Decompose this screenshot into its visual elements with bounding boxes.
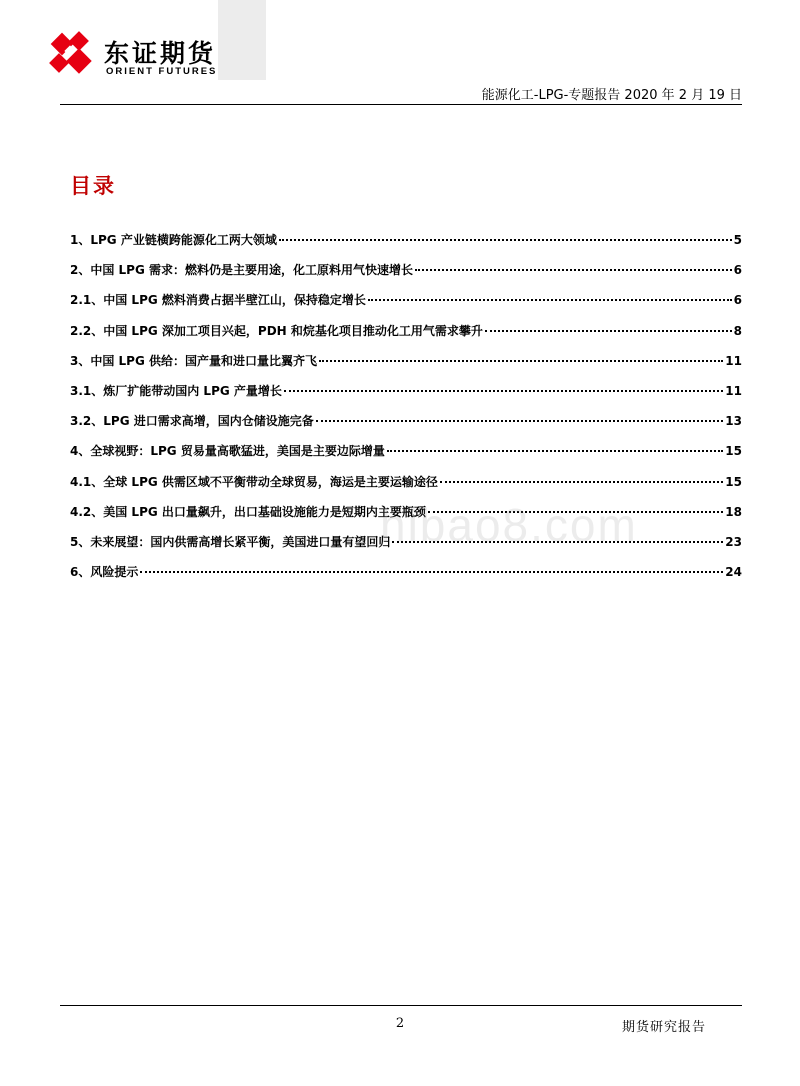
toc-entry[interactable] <box>70 442 742 472</box>
toc-title: 目录 <box>70 174 116 198</box>
footer-divider <box>60 1005 742 1006</box>
toc-leader-dots <box>279 238 732 241</box>
toc-leader-dots <box>316 419 724 422</box>
toc-leader-dots <box>387 449 723 452</box>
toc-leader-dots <box>485 329 732 332</box>
brand-name-en: ORIENT FUTURES <box>106 66 218 77</box>
watermark: hibao8.com <box>380 499 638 551</box>
toc-leader-dots <box>368 298 732 301</box>
toc-entry-text: 2.1、中国 LPG 燃料消费占据半壁江山，保持稳定增长 <box>70 293 366 308</box>
toc-entry-text: 5、未来展望：国内供需高增长紧平衡，美国进口量有望回归 <box>70 534 391 549</box>
toc-entry[interactable] <box>70 412 742 442</box>
brand-name-cn: 东证期货 <box>104 39 217 68</box>
page-number: 2 <box>395 1016 405 1031</box>
toc-entry-text: 3.1、炼厂扩能带动国内 LPG 产量增长 <box>70 383 282 398</box>
toc-entry[interactable] <box>70 291 742 321</box>
toc-entry[interactable] <box>70 322 742 352</box>
toc-entry-page: 6 <box>733 263 742 278</box>
toc-entry[interactable] <box>70 382 742 412</box>
toc-entry-text: 4.2、美国 LPG 出口量飙升，出口基础设施能力是短期内主要瓶颈 <box>70 504 426 519</box>
toc-entry-page: 11 <box>725 383 742 398</box>
toc-entry-page: 11 <box>725 353 742 368</box>
toc-entry-page: 24 <box>725 565 742 580</box>
toc-entry-text: 3、中国 LPG 供给：国产量和进口量比翼齐飞 <box>70 353 317 368</box>
toc-entry-text: 3.2、LPG 进口需求高增，国内仓储设施完备 <box>70 414 314 429</box>
toc-leader-dots <box>284 389 723 392</box>
toc-entry[interactable] <box>70 563 742 593</box>
toc-entry[interactable] <box>70 261 742 291</box>
header-divider <box>60 104 742 105</box>
toc-entry-text: 1、LPG 产业链横跨能源化工两大领域 <box>70 233 277 247</box>
toc-entry[interactable] <box>70 352 742 382</box>
logo-mark-icon <box>46 28 98 80</box>
company-logo <box>46 28 226 82</box>
footer-label: 期货研究报告 <box>621 1020 706 1035</box>
report-info: 能源化工-LPG-专题报告 2020 年 2 月 19 日 <box>481 88 742 103</box>
toc-entry-page: 15 <box>725 444 742 459</box>
toc-entry-page: 23 <box>725 534 742 549</box>
toc-entry-text: 6、风险提示 <box>70 565 139 580</box>
toc-leader-dots <box>140 570 723 573</box>
toc-entry-text: 4.1、全球 LPG 供需区域不平衡带动全球贸易，海运是主要运输途径 <box>70 474 438 489</box>
toc-entry[interactable] <box>70 231 742 261</box>
toc-entry-page: 8 <box>733 323 742 338</box>
toc-entry-text: 2.2、中国 LPG 深加工项目兴起，PDH 和烷基化项目推动化工用气需求攀升 <box>70 323 483 338</box>
toc-entry-text: 2、中国 LPG 需求：燃料仍是主要用途，化工原料用气快速增长 <box>70 263 413 278</box>
toc-entry-text: 4、全球视野：LPG 贸易量高歌猛进，美国是主要边际增量 <box>70 444 385 459</box>
toc-entry-page: 5 <box>733 233 742 247</box>
toc-entry-page: 15 <box>725 474 742 489</box>
toc-entry-page: 18 <box>725 504 742 519</box>
toc-leader-dots <box>440 480 723 483</box>
toc-entry-page: 13 <box>725 414 742 429</box>
toc-leader-dots <box>415 268 732 271</box>
toc-entry-page: 6 <box>733 293 742 308</box>
toc-leader-dots <box>319 359 723 362</box>
